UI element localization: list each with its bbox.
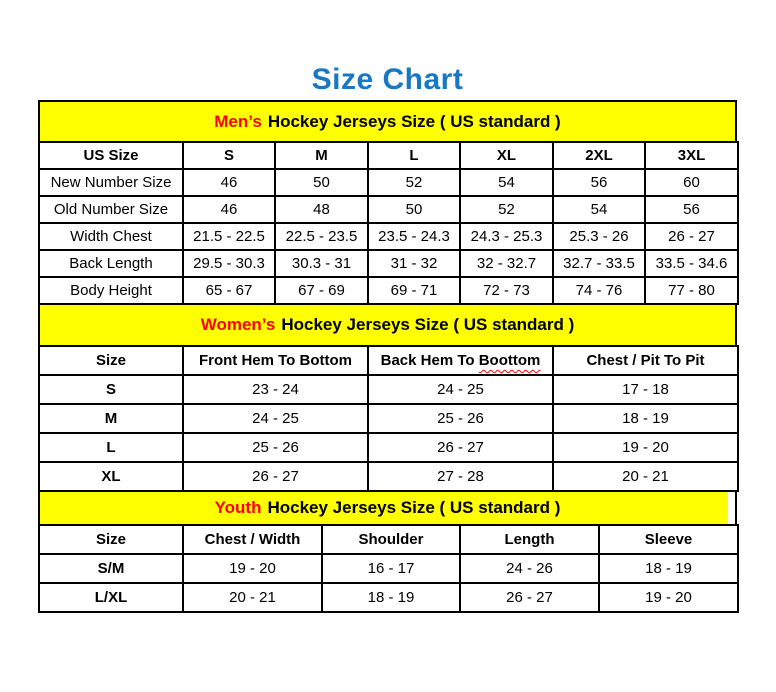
value-cell: 31 - 32 xyxy=(368,250,460,277)
value-cell: 25 - 26 xyxy=(183,433,368,462)
value-cell: 67 - 69 xyxy=(275,277,368,304)
row-label: S xyxy=(39,375,183,404)
row-label: Width Chest xyxy=(39,223,183,250)
value-cell: 20 - 21 xyxy=(183,583,322,612)
value-cell: 19 - 20 xyxy=(599,583,738,612)
table-row xyxy=(39,583,738,612)
mens-col-header-m: M xyxy=(275,142,368,169)
table-row xyxy=(39,250,738,277)
row-label: Body Height xyxy=(39,277,183,304)
row-label: L xyxy=(39,433,183,462)
page-title: Size Chart xyxy=(311,63,464,96)
value-cell: 22.5 - 23.5 xyxy=(275,223,368,250)
table-row xyxy=(39,404,738,433)
value-cell: 24.3 - 25.3 xyxy=(460,223,553,250)
value-cell: 26 - 27 xyxy=(460,583,599,612)
value-cell: 24 - 25 xyxy=(368,375,553,404)
value-cell: 18 - 19 xyxy=(553,404,738,433)
womens-col-header-back-hem xyxy=(368,346,553,375)
value-cell: 65 - 67 xyxy=(183,277,275,304)
value-cell: 24 - 25 xyxy=(183,404,368,433)
value-cell: 26 - 27 xyxy=(645,223,738,250)
value-cell: 74 - 76 xyxy=(553,277,645,304)
table-row xyxy=(39,196,738,223)
back-hem-misspelled-text: Boottom xyxy=(478,352,541,369)
value-cell: 19 - 20 xyxy=(553,433,738,462)
row-label: Old Number Size xyxy=(39,196,183,223)
youth-band-text: Hockey Jerseys Size ( US standard ) xyxy=(267,498,561,517)
row-label: New Number Size xyxy=(39,169,183,196)
youth-header-row xyxy=(39,525,738,554)
table-row xyxy=(39,277,738,304)
value-cell: 26 - 27 xyxy=(183,462,368,491)
value-cell: 54 xyxy=(460,169,553,196)
mens-col-header-us-size: US Size xyxy=(39,142,183,169)
mens-section-band xyxy=(38,100,737,141)
table-row xyxy=(39,554,738,583)
womens-band-text: Hockey Jerseys Size ( US standard ) xyxy=(281,315,575,334)
table-row xyxy=(39,169,738,196)
mens-header-row xyxy=(39,142,738,169)
womens-band-accent-text: Women’s xyxy=(200,315,276,334)
womens-section-band xyxy=(38,305,737,345)
value-cell: 56 xyxy=(553,169,645,196)
youth-col-header-sleeve: Sleeve xyxy=(599,525,738,554)
row-label: S/M xyxy=(39,554,183,583)
row-label: XL xyxy=(39,462,183,491)
table-row xyxy=(39,375,738,404)
value-cell: 23.5 - 24.3 xyxy=(368,223,460,250)
value-cell: 50 xyxy=(275,169,368,196)
value-cell: 17 - 18 xyxy=(553,375,738,404)
value-cell: 25.3 - 26 xyxy=(553,223,645,250)
value-cell: 46 xyxy=(183,196,275,223)
value-cell: 23 - 24 xyxy=(183,375,368,404)
size-chart-page xyxy=(38,0,737,613)
value-cell: 46 xyxy=(183,169,275,196)
value-cell: 27 - 28 xyxy=(368,462,553,491)
row-label: Back Length xyxy=(39,250,183,277)
value-cell: 21.5 - 22.5 xyxy=(183,223,275,250)
back-hem-label-text: Back Hem To xyxy=(380,352,475,369)
value-cell: 24 - 26 xyxy=(460,554,599,583)
value-cell: 16 - 17 xyxy=(322,554,460,583)
womens-col-header-size: Size xyxy=(39,346,183,375)
value-cell: 77 - 80 xyxy=(645,277,738,304)
youth-col-header-length: Length xyxy=(460,525,599,554)
value-cell: 72 - 73 xyxy=(460,277,553,304)
value-cell: 32 - 32.7 xyxy=(460,250,553,277)
value-cell: 56 xyxy=(645,196,738,223)
value-cell: 26 - 27 xyxy=(368,433,553,462)
womens-col-header-front-hem: Front Hem To Bottom xyxy=(183,346,368,375)
value-cell: 25 - 26 xyxy=(368,404,553,433)
value-cell: 60 xyxy=(645,169,738,196)
table-row xyxy=(39,433,738,462)
value-cell: 19 - 20 xyxy=(183,554,322,583)
value-cell: 48 xyxy=(275,196,368,223)
mens-band-accent-text: Men’s xyxy=(214,111,262,131)
youth-section-band xyxy=(38,492,737,524)
value-cell: 69 - 71 xyxy=(368,277,460,304)
mens-col-header-s: S xyxy=(183,142,275,169)
size-chart xyxy=(38,100,737,613)
womens-size-table xyxy=(38,345,739,492)
value-cell: 30.3 - 31 xyxy=(275,250,368,277)
mens-col-header-xl: XL xyxy=(460,142,553,169)
value-cell: 54 xyxy=(553,196,645,223)
mens-col-header-2xl: 2XL xyxy=(553,142,645,169)
table-row xyxy=(39,462,738,491)
value-cell: 33.5 - 34.6 xyxy=(645,250,738,277)
youth-col-header-size: Size xyxy=(39,525,183,554)
value-cell: 52 xyxy=(460,196,553,223)
mens-col-header-3xl: 3XL xyxy=(645,142,738,169)
row-label: M xyxy=(39,404,183,433)
mens-band-text: Hockey Jerseys Size ( US standard ) xyxy=(267,111,561,131)
row-label: L/XL xyxy=(39,583,183,612)
value-cell: 32.7 - 33.5 xyxy=(553,250,645,277)
table-row xyxy=(39,223,738,250)
youth-col-header-shoulder: Shoulder xyxy=(322,525,460,554)
womens-header-row xyxy=(39,346,738,375)
youth-col-header-chest: Chest / Width xyxy=(183,525,322,554)
value-cell: 18 - 19 xyxy=(599,554,738,583)
youth-band-accent-text: Youth xyxy=(214,498,262,517)
value-cell: 29.5 - 30.3 xyxy=(183,250,275,277)
value-cell: 20 - 21 xyxy=(553,462,738,491)
value-cell: 52 xyxy=(368,169,460,196)
value-cell: 18 - 19 xyxy=(322,583,460,612)
value-cell: 50 xyxy=(368,196,460,223)
youth-size-table xyxy=(38,524,739,613)
mens-col-header-l: L xyxy=(368,142,460,169)
womens-col-header-chest: Chest / Pit To Pit xyxy=(553,346,738,375)
mens-size-table xyxy=(38,141,739,305)
